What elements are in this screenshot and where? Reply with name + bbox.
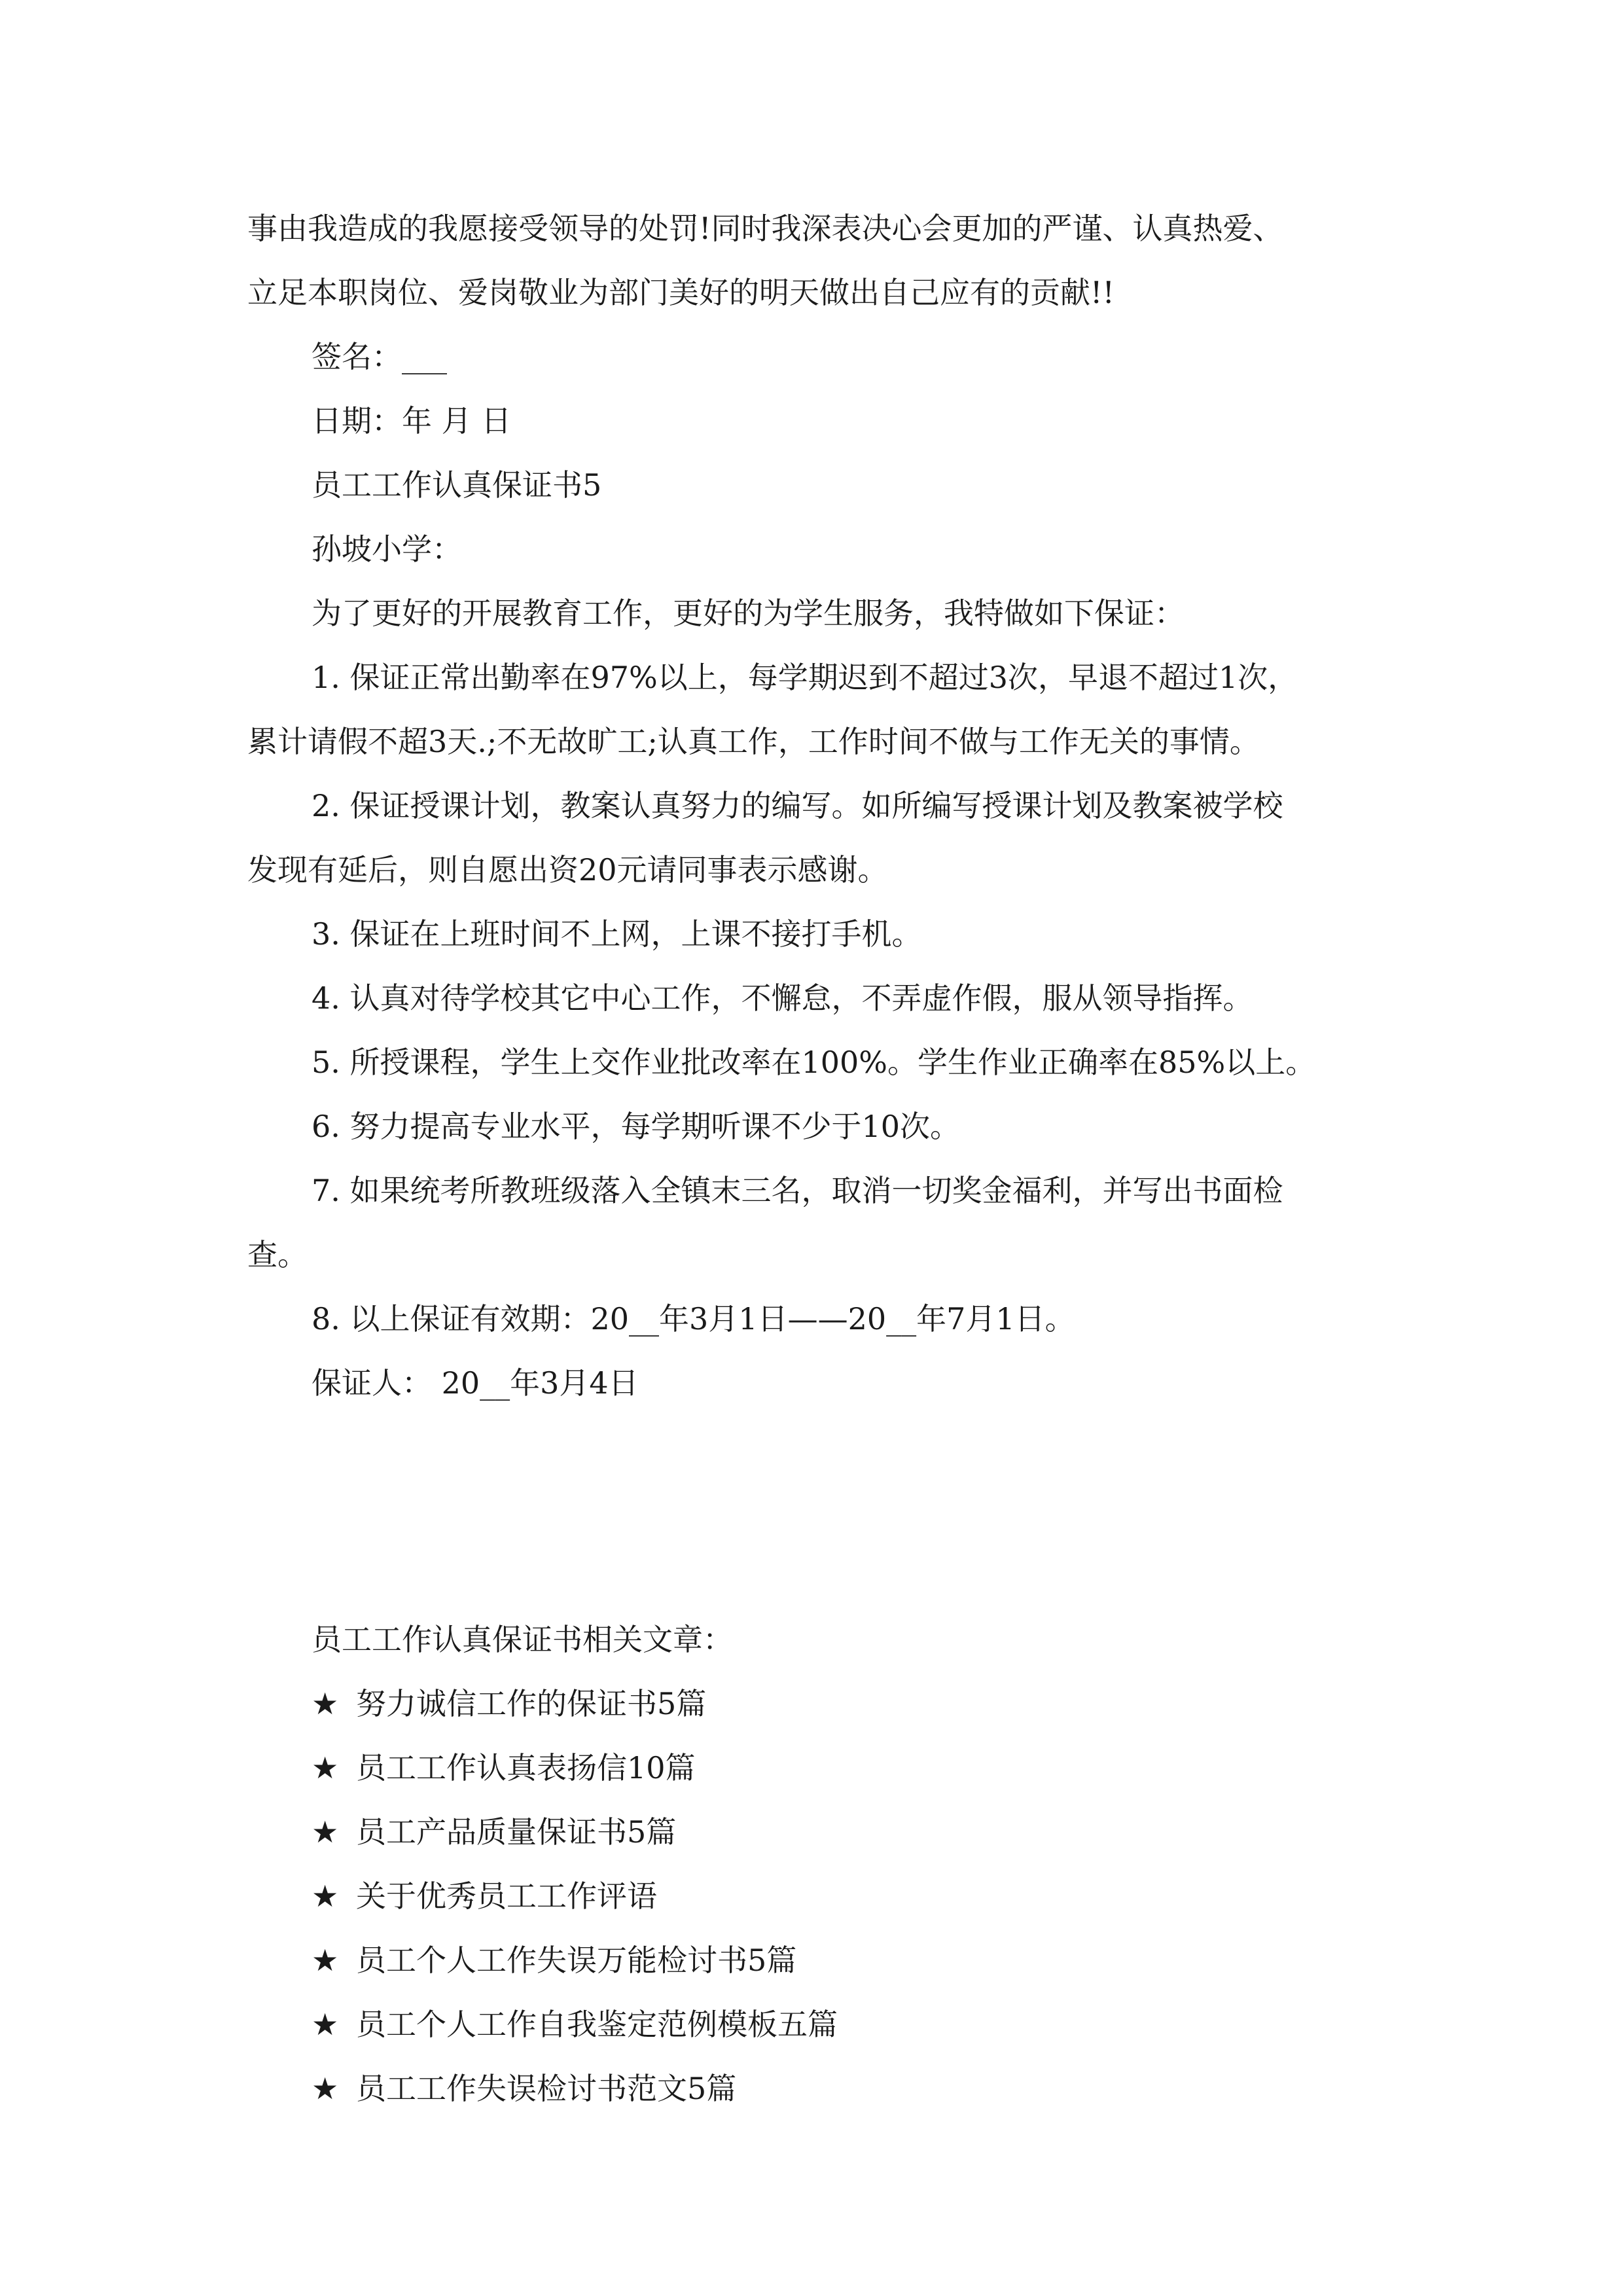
paragraph-line: 事由我造成的我愿接受领导的处罚!同时我深表决心会更加的严谨、认真热爱、: [247, 211, 1283, 246]
addressee: 孙坡小学：: [312, 531, 462, 567]
item-7: 7. 如果统考所教班级落入全镇末三名，取消一切奖金福利，并写出书面检: [312, 1173, 1283, 1208]
star-icon: ★: [312, 2071, 339, 2106]
document-body: [247, 196, 1399, 2121]
signature-line: 签名：___: [312, 339, 447, 374]
item-3: 3. 保证在上班时间不上网，上课不接打手机。: [312, 916, 922, 952]
star-icon: ★: [312, 1878, 339, 1914]
paragraph-line: 立足本职岗位、爱岗敬业为部门美好的明天做出自己应有的贡献!!: [247, 275, 1115, 310]
star-icon: ★: [312, 2007, 339, 2042]
related-article-title: 员工产品质量保证书5篇: [356, 1814, 677, 1850]
item-4: 4. 认真对待学校其它中心工作，不懈怠，不弄虚作假，服从领导指挥。: [312, 980, 1253, 1016]
related-articles-title: 员工工作认真保证书相关文章：: [312, 1622, 733, 1657]
item-5: 5. 所授课程，学生上交作业批改率在100%。学生作业正确率在85%以上。: [312, 1045, 1316, 1080]
related-article-title: 员工个人工作失误万能检讨书5篇: [356, 1943, 797, 1978]
related-article-link[interactable]: [247, 1864, 1399, 1928]
related-article-title: 努力诚信工作的保证书5篇: [356, 1686, 707, 1721]
item-1-continued: 累计请假不超3天.;不无故旷工;认真工作，工作时间不做与工作无关的事情。: [247, 724, 1260, 759]
item-6: 6. 努力提高专业水平，每学期听课不少于10次。: [312, 1109, 961, 1144]
star-icon: ★: [312, 1814, 339, 1850]
intro-paragraph: 为了更好的开展教育工作，更好的为学生服务，我特做如下保证：: [312, 596, 1185, 631]
star-icon: ★: [312, 1943, 339, 1978]
item-2-continued: 发现有延后，则自愿出资20元请同事表示感谢。: [247, 852, 888, 888]
related-article-title: 员工个人工作自我鉴定范例模板五篇: [356, 2007, 838, 2042]
related-article-link[interactable]: [247, 1800, 1399, 1864]
related-article-title: 员工工作认真表扬信10篇: [356, 1750, 696, 1785]
related-article-link[interactable]: [247, 2056, 1399, 2121]
item-8: 8. 以上保证有效期：20__年3月1日——20__年7月1日。: [312, 1301, 1075, 1336]
related-article-link[interactable]: [247, 1928, 1399, 1992]
date-line: 日期：年 月 日: [312, 403, 512, 439]
item-1: 1. 保证正常出勤率在97%以上，每学期迟到不超过3次，早退不超过1次，: [312, 660, 1298, 695]
spacer: [247, 1415, 1399, 1607]
star-icon: ★: [312, 1750, 339, 1785]
item-7-continued: 查。: [247, 1237, 308, 1272]
related-article-title: 员工工作失误检讨书范文5篇: [356, 2071, 737, 2106]
related-article-link[interactable]: [247, 1992, 1399, 2056]
section-title: 员工工作认真保证书5: [312, 467, 602, 503]
guarantor-line: 保证人： 20__年3月4日: [312, 1365, 639, 1401]
item-2: 2. 保证授课计划，教案认真努力的编写。如所编写授课计划及教案被学校: [312, 788, 1283, 823]
related-article-link[interactable]: [247, 1736, 1399, 1800]
related-article-link[interactable]: [247, 1672, 1399, 1736]
related-article-title: 关于优秀员工工作评语: [356, 1878, 657, 1914]
star-icon: ★: [312, 1686, 339, 1721]
